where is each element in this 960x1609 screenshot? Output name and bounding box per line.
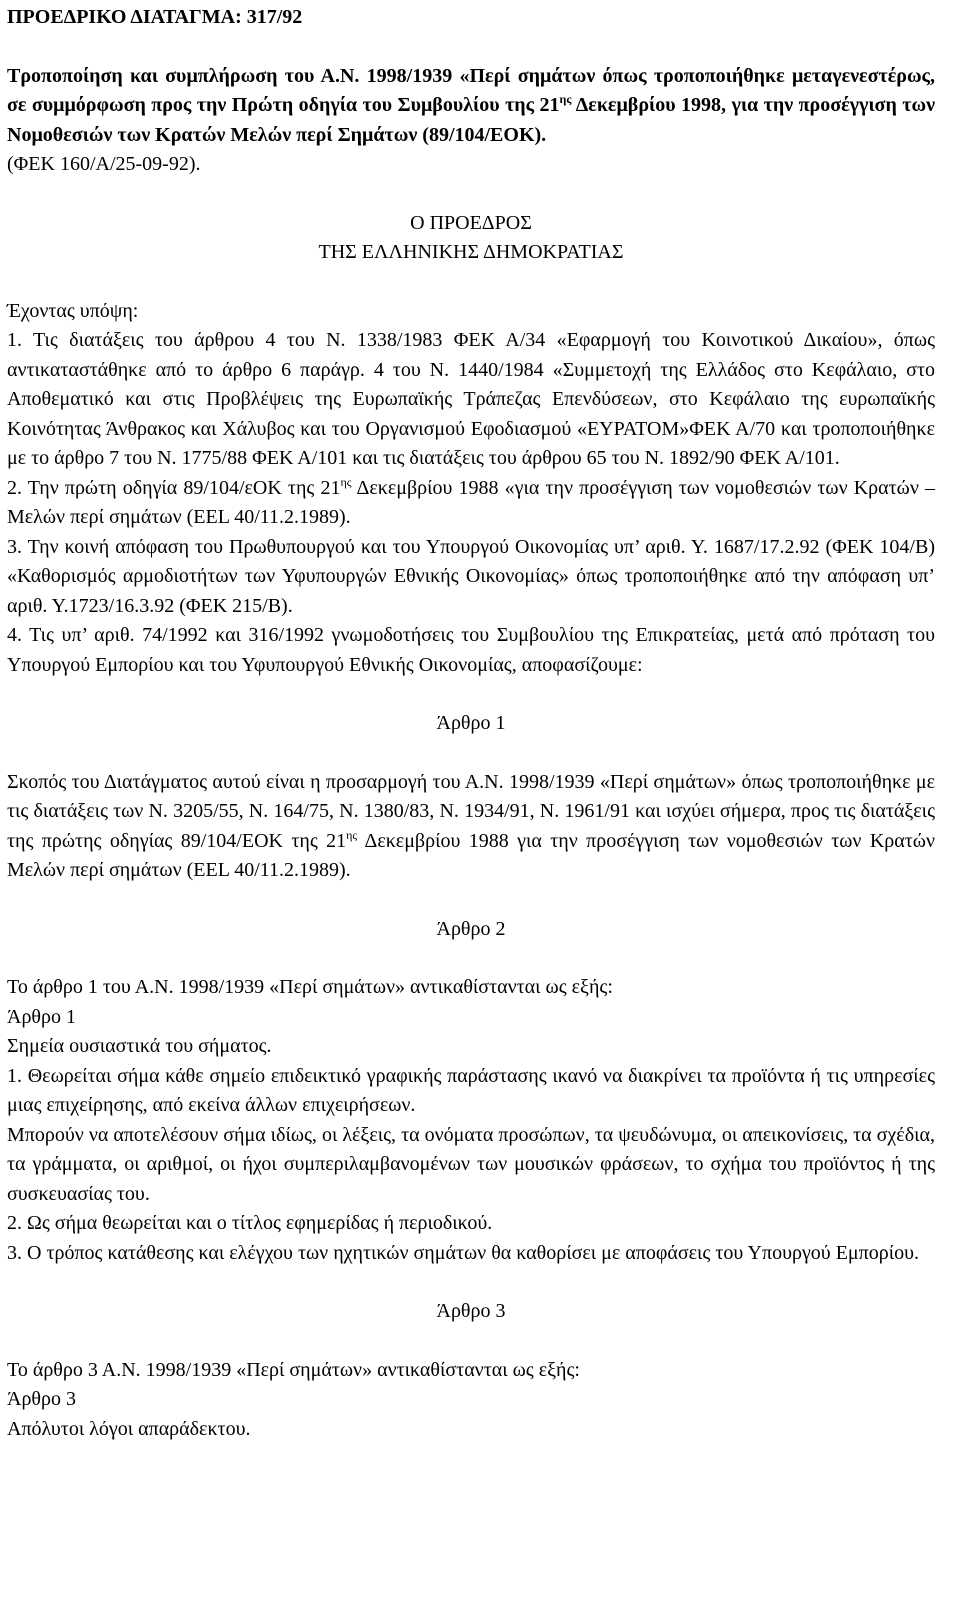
article-2-sub-heading: Άρθρο 1 [7, 1005, 76, 1028]
article-1-text-part: Σκοπός του Διατάγματος αυτού είναι η προσαρμογή του Α.Ν. 1998/1939 «Περί σημάτων» όπως τροποποιήθηκε με τις διατάξεις των Ν. 3205/55, Ν. 164/75, Ν. 1380/83, Ν. 1934/91, Ν. 1961/91 και ισχύει σήμερα, προς τις διατάξεις της πρώτης οδηγίας 89/104/ΕΟΚ της 21 [7, 770, 935, 852]
article-3 [7, 1297, 935, 1444]
preamble-intro: Έχοντας υπόψη: [7, 299, 139, 322]
article-3-heading: Άρθρο 3 [436, 1300, 506, 1322]
article-2-heading: Άρθρο 2 [436, 917, 506, 940]
decree-header: ΠΡΟΕΔΡΙΚΟ ΔΙΑΤΑΓΜΑ: 317/92 [7, 6, 303, 28]
article-2 [7, 915, 935, 1269]
article-2-sub-title: Σημεία ουσιαστικά του σήματος. [7, 1035, 272, 1057]
preamble-item-1: 1. Τις διατάξεις του άρθρου 4 του Ν. 1338/1983 ΦΕΚ Α/34 «Εφαρμογή του Κοινοτικού Δικαίου», όπως αντικαταστάθηκε από το άρθρο 6 παράγρ. 4 του Ν. 1440/1984 «Συμμετοχή της Ελλάδος στο Κεφάλαιο, στο Αποθεματικό και στις Προβλέψεις της Ευρωπαϊκής Τράπεζας Επενδύσεων, στο Κεφάλαιο της ευρωπαϊκής Κοινότητας Άνθρακος και Χάλυβος και του Οργανισμού Εφοδιασμού «ΕΥΡΑΤΟΜ»ΦΕΚ Α/70 και τροποποιήθηκε με το άρθρο 7 του Ν. 1775/88 ΦΕΚ Α/101 και τις διατάξεις του άρθρου 65 του Ν. 1892/90 ΦΕΚ Α/101. [7, 329, 935, 469]
article-3-sub-heading: Άρθρο 3 [7, 1388, 76, 1410]
article-1-text [7, 768, 935, 886]
article-1-heading: Άρθρο 1 [436, 712, 506, 734]
preamble-item-2-superscript: ης [340, 474, 352, 489]
decree-title [7, 62, 935, 151]
article-3-sub-title: Απόλυτοι λόγοι απαράδεκτου. [7, 1417, 251, 1440]
article-2-paragraph-4: 3. Ο τρόπος κατάθεσης και ελέγχου των ηχητικών σημάτων θα καθορίσει με αποφάσεις του Υπουργού Εμπορίου. [7, 1241, 920, 1264]
president-line-2: ΤΗΣ ΕΛΛΗΝΙΚΗΣ ΔΗΜΟΚΡΑΤΙΑΣ [318, 241, 624, 263]
president-line-1: Ο ΠΡΟΕΔΡΟΣ [410, 211, 532, 234]
article-2-intro: Το άρθρο 1 του Α.Ν. 1998/1939 «Περί σημάτων» αντικαθίστανται ως εξής: [7, 976, 613, 998]
title-text-continued: Δεκεμβρίου 1998, για την προσέγγιση των Νομοθεσιών των Κρατών Μελών περί Σημάτων (89/104/ΕΟΚ). [7, 94, 936, 146]
preamble [7, 297, 935, 681]
president-heading [7, 209, 935, 268]
title-text: Τροποποίηση και συμπλήρωση του Α.Ν. 1998/1939 «Περί σημάτων όπως τροποποιήθηκε μεταγενεστέρως, σε συμμόρφωση προς την Πρώτη οδηγία του Συμβουλίου της 21 [7, 64, 935, 116]
article-1 [7, 709, 935, 886]
preamble-item-4: 4. Τις υπ’ αριθ. 74/1992 και 316/1992 γνωμοδοτήσεις του Συμβουλίου της Επικρατείας, μετά από πρόταση του Υπουργού Εμπορίου και του Υφυπουργού Εθνικής Οικονομίας, αποφασίζουμε: [7, 624, 935, 676]
preamble-item-3: 3. Την κοινή απόφαση του Πρωθυπουργού και του Υπουργού Οικονομίας υπ’ αριθ. Υ. 1687/17.2.92 (ΦΕΚ 104/Β) «Καθορισμός αρμοδιοτήτων των Υφυπουργών Εθνικής Οικονομίας» όπως τροποποιήθηκε από την απόφαση υπ’ αριθ. Υ.1723/16.3.92 (ΦΕΚ 215/Β). [7, 535, 935, 617]
article-2-paragraph-3: 2. Ως σήμα θεωρείται και ο τίτλος εφημερίδας ή περιοδικού. [7, 1212, 493, 1234]
title-superscript: ης [559, 92, 572, 106]
preamble-item-2-text-continued: Δεκεμβρίου 1988 «για την προσέγγιση των νομοθεσιών των Κρατών – Μελών περί σημάτων (EEL 40/11.2.1989). [7, 476, 935, 528]
preamble-item-2 [7, 474, 935, 533]
article-2-paragraph-1: 1. Θεωρείται σήμα κάθε σημείο επιδεικτικό γραφικής παράστασης ικανό να διακρίνει τα προϊόντα ή τις υπηρεσίες μιας επιχείρησης, από εκείνα άλλων επιχειρήσεων. [7, 1064, 935, 1116]
fek-reference: (ΦΕΚ 160/Α/25-09-92). [7, 153, 201, 175]
article-1-text-continued: Δεκεμβρίου 1988 για την προσέγγιση των νομοθεσιών των Κρατών Μελών περί σημάτων (EEL 40/11.2.1989). [7, 829, 935, 881]
article-2-paragraph-2: Μπορούν να αποτελέσουν σήμα ιδίως, οι λέξεις, τα ονόματα προσώπων, τα ψευδώνυμα, οι απεικονίσεις, τα σχέδια, τα γράμματα, οι αριθμοί, οι ήχοι συμπεριλαμβανομένων των μουσικών φράσεων, το σχήμα του προϊόντος ή της συσκευασίας του. [7, 1123, 935, 1205]
article-1-superscript: ης [346, 827, 358, 842]
preamble-item-2-text: 2. Την πρώτη οδηγία 89/104/εΟΚ της 21 [7, 476, 341, 499]
article-3-intro: Το άρθρο 3 Α.Ν. 1998/1939 «Περί σημάτων» αντικαθίστανται ως εξής: [7, 1358, 580, 1381]
